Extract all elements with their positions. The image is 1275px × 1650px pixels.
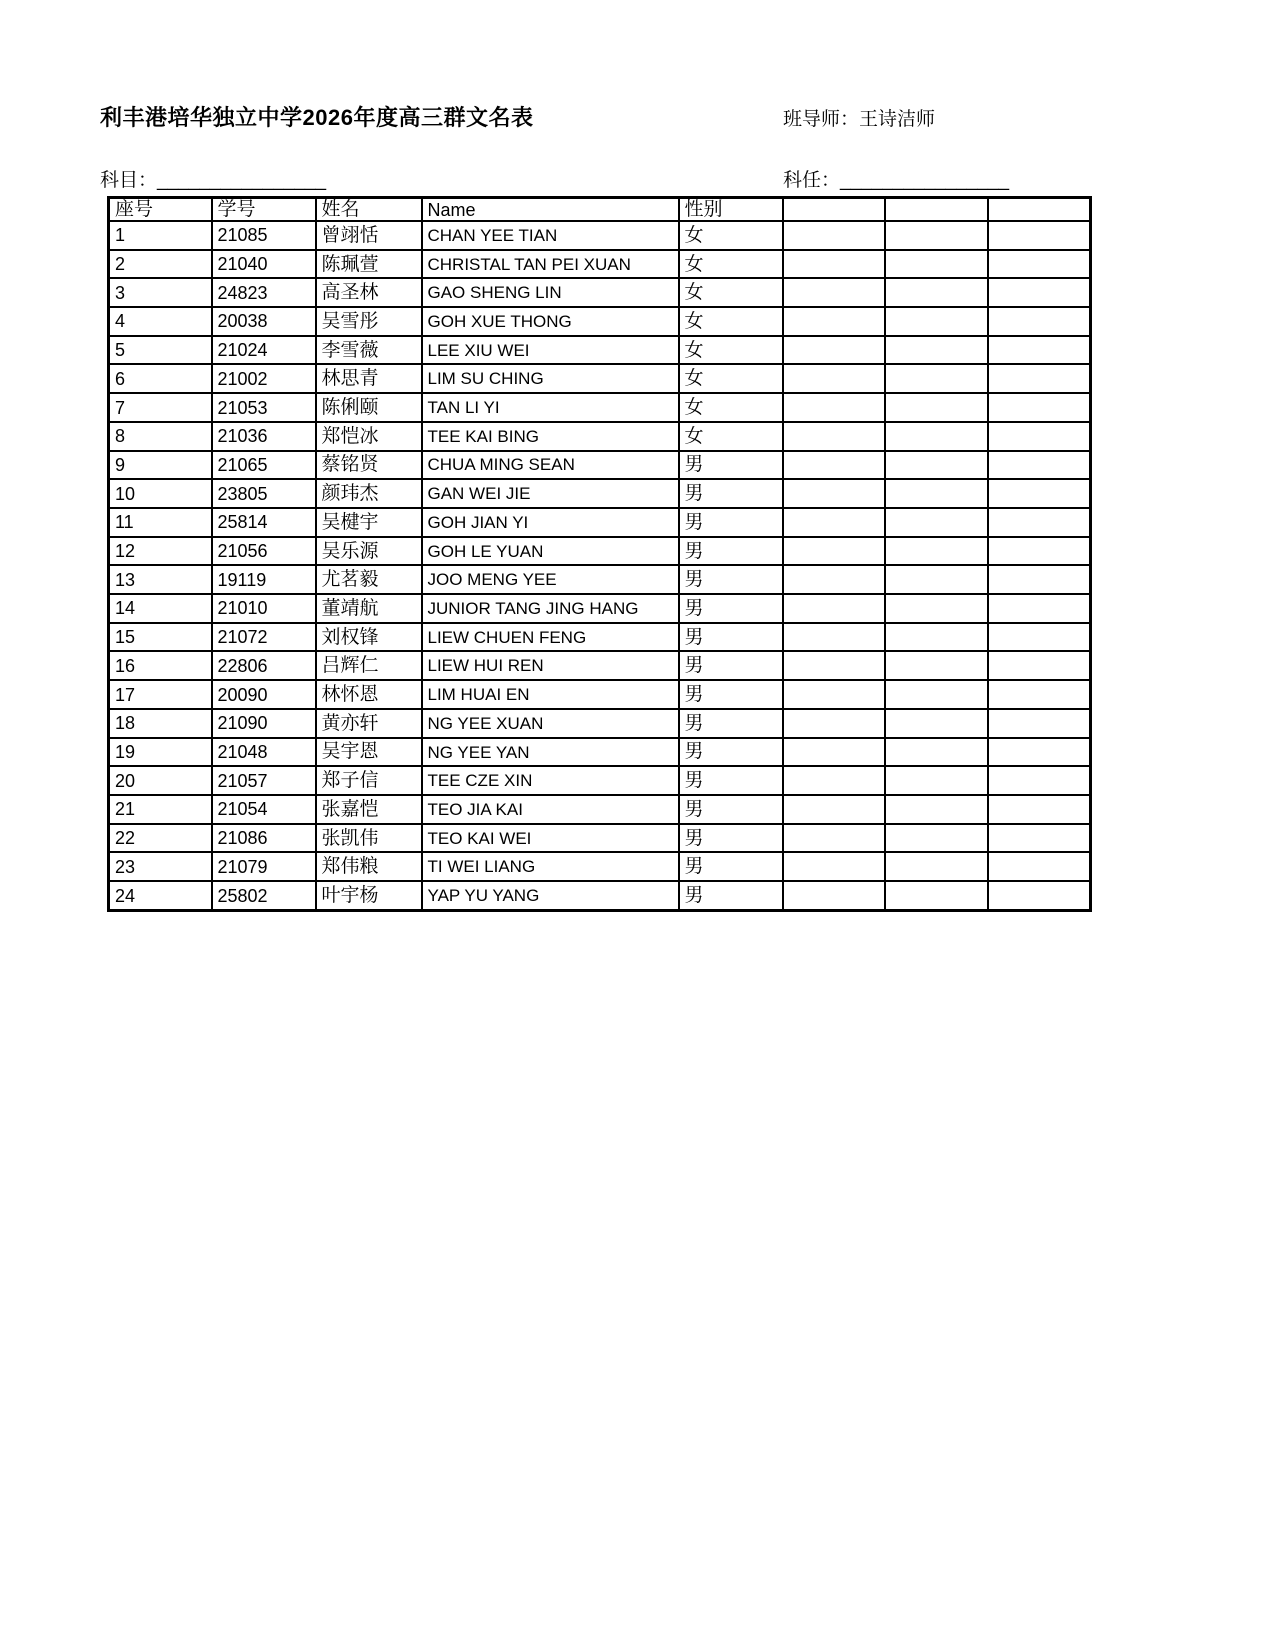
chinese-name-cell: 董靖航 <box>316 594 422 623</box>
blank-cell-1 <box>783 393 885 422</box>
seat-number-cell: 19 <box>109 738 212 767</box>
chinese-name-cell: 颜玮杰 <box>316 479 422 508</box>
student-id-cell: 22806 <box>212 651 316 680</box>
student-row <box>109 393 1091 422</box>
english-name-cell: TEO KAI WEI <box>422 824 679 853</box>
gender-cell: 男 <box>679 651 783 680</box>
blank-cell-2 <box>885 451 988 480</box>
student-id-cell: 21057 <box>212 766 316 795</box>
gender-cell: 男 <box>679 824 783 853</box>
student-id-cell: 21085 <box>212 221 316 250</box>
header-blank-column-2 <box>885 198 988 221</box>
english-name-cell: LIEW CHUEN FENG <box>422 623 679 652</box>
seat-number-cell: 21 <box>109 795 212 824</box>
english-name-cell: NG YEE XUAN <box>422 709 679 738</box>
student-row <box>109 709 1091 738</box>
student-id-cell: 20038 <box>212 307 316 336</box>
student-id-cell: 21048 <box>212 738 316 767</box>
student-id-cell: 21079 <box>212 852 316 881</box>
chinese-name-cell: 林怀恩 <box>316 680 422 709</box>
gender-cell: 男 <box>679 479 783 508</box>
student-row <box>109 766 1091 795</box>
chinese-name-cell: 李雪薇 <box>316 336 422 365</box>
student-row <box>109 594 1091 623</box>
seat-number-cell: 18 <box>109 709 212 738</box>
blank-cell-1 <box>783 680 885 709</box>
student-id-cell: 21065 <box>212 451 316 480</box>
blank-cell-2 <box>885 824 988 853</box>
blank-cell-3 <box>988 537 1091 566</box>
blank-cell-3 <box>988 680 1091 709</box>
student-table-body <box>109 221 1091 911</box>
seat-number-cell: 9 <box>109 451 212 480</box>
gender-cell: 女 <box>679 221 783 250</box>
blank-cell-2 <box>885 393 988 422</box>
gender-cell: 男 <box>679 881 783 910</box>
english-name-cell: CHAN YEE TIAN <box>422 221 679 250</box>
blank-cell-2 <box>885 738 988 767</box>
blank-cell-3 <box>988 709 1091 738</box>
blank-cell-3 <box>988 393 1091 422</box>
english-name-cell: LIM HUAI EN <box>422 680 679 709</box>
blank-cell-2 <box>885 651 988 680</box>
english-name-cell: TI WEI LIANG <box>422 852 679 881</box>
gender-cell: 女 <box>679 422 783 451</box>
chinese-name-cell: 张凯伟 <box>316 824 422 853</box>
header-blank-column-1 <box>783 198 885 221</box>
gender-cell: 女 <box>679 278 783 307</box>
gender-cell: 女 <box>679 307 783 336</box>
gender-cell: 男 <box>679 594 783 623</box>
english-name-cell: TEE CZE XIN <box>422 766 679 795</box>
blank-cell-3 <box>988 508 1091 537</box>
student-row <box>109 364 1091 393</box>
chinese-name-cell: 曾翊恬 <box>316 221 422 250</box>
english-name-cell: GOH LE YUAN <box>422 537 679 566</box>
student-row <box>109 537 1091 566</box>
header-seat-number: 座号 <box>109 198 212 221</box>
subject-label: 科目： <box>100 170 158 191</box>
student-roster-table <box>107 196 1092 912</box>
blank-cell-1 <box>783 422 885 451</box>
seat-number-cell: 8 <box>109 422 212 451</box>
header-chinese-name: 姓名 <box>316 198 422 221</box>
blank-cell-2 <box>885 709 988 738</box>
english-name-cell: GAN WEI JIE <box>422 479 679 508</box>
blank-cell-1 <box>783 824 885 853</box>
english-name-cell: TEE KAI BING <box>422 422 679 451</box>
seat-number-cell: 12 <box>109 537 212 566</box>
student-id-cell: 25814 <box>212 508 316 537</box>
student-id-cell: 21053 <box>212 393 316 422</box>
blank-cell-3 <box>988 451 1091 480</box>
blank-cell-2 <box>885 680 988 709</box>
student-id-cell: 21072 <box>212 623 316 652</box>
english-name-cell: LIEW HUI REN <box>422 651 679 680</box>
blank-cell-3 <box>988 336 1091 365</box>
chinese-name-cell: 黄亦轩 <box>316 709 422 738</box>
subject-blank-line: ________________ <box>157 170 327 191</box>
blank-cell-2 <box>885 479 988 508</box>
blank-cell-2 <box>885 881 988 910</box>
header-gender: 性别 <box>679 198 783 221</box>
english-name-cell: GAO SHENG LIN <box>422 278 679 307</box>
page-title: 利丰港培华独立中学2026年度高三群文名表 <box>100 105 534 130</box>
blank-cell-3 <box>988 278 1091 307</box>
blank-cell-3 <box>988 852 1091 881</box>
student-row <box>109 451 1091 480</box>
blank-cell-2 <box>885 852 988 881</box>
blank-cell-1 <box>783 364 885 393</box>
chinese-name-cell: 吴雪彤 <box>316 307 422 336</box>
seat-number-cell: 23 <box>109 852 212 881</box>
header-blank-column-3 <box>988 198 1091 221</box>
header-student-id: 学号 <box>212 198 316 221</box>
blank-cell-3 <box>988 824 1091 853</box>
blank-cell-1 <box>783 278 885 307</box>
student-id-cell: 21090 <box>212 709 316 738</box>
seat-number-cell: 7 <box>109 393 212 422</box>
student-row <box>109 221 1091 250</box>
seat-number-cell: 11 <box>109 508 212 537</box>
gender-cell: 男 <box>679 680 783 709</box>
student-id-cell: 20090 <box>212 680 316 709</box>
header-row <box>109 198 1091 221</box>
student-id-cell: 21086 <box>212 824 316 853</box>
seat-number-cell: 13 <box>109 565 212 594</box>
chinese-name-cell: 林思青 <box>316 364 422 393</box>
chinese-name-cell: 吴楗宇 <box>316 508 422 537</box>
student-id-cell: 25802 <box>212 881 316 910</box>
english-name-cell: GOH XUE THONG <box>422 307 679 336</box>
gender-cell: 女 <box>679 250 783 279</box>
subject-teacher-blank-line: ________________ <box>840 170 1010 191</box>
subject-teacher-label: 科任： <box>783 170 841 191</box>
chinese-name-cell: 陈珮萱 <box>316 250 422 279</box>
blank-cell-3 <box>988 565 1091 594</box>
blank-cell-1 <box>783 766 885 795</box>
english-name-cell: CHUA MING SEAN <box>422 451 679 480</box>
student-id-cell: 21036 <box>212 422 316 451</box>
homeroom-teacher-label: 班导师：王诗洁师 <box>783 109 936 130</box>
english-name-cell: YAP YU YANG <box>422 881 679 910</box>
student-row <box>109 508 1091 537</box>
student-id-cell: 21010 <box>212 594 316 623</box>
blank-cell-1 <box>783 479 885 508</box>
english-name-cell: LEE XIU WEI <box>422 336 679 365</box>
gender-cell: 男 <box>679 537 783 566</box>
student-row <box>109 250 1091 279</box>
blank-cell-1 <box>783 307 885 336</box>
gender-cell: 男 <box>679 709 783 738</box>
blank-cell-3 <box>988 422 1091 451</box>
blank-cell-2 <box>885 795 988 824</box>
blank-cell-2 <box>885 221 988 250</box>
blank-cell-1 <box>783 565 885 594</box>
seat-number-cell: 6 <box>109 364 212 393</box>
blank-cell-3 <box>988 881 1091 910</box>
blank-cell-1 <box>783 623 885 652</box>
seat-number-cell: 4 <box>109 307 212 336</box>
blank-cell-2 <box>885 422 988 451</box>
blank-cell-3 <box>988 766 1091 795</box>
blank-cell-3 <box>988 795 1091 824</box>
student-row <box>109 565 1091 594</box>
blank-cell-3 <box>988 594 1091 623</box>
chinese-name-cell: 郑伟粮 <box>316 852 422 881</box>
english-name-cell: JUNIOR TANG JING HANG <box>422 594 679 623</box>
gender-cell: 女 <box>679 336 783 365</box>
blank-cell-3 <box>988 221 1091 250</box>
seat-number-cell: 2 <box>109 250 212 279</box>
student-row <box>109 479 1091 508</box>
chinese-name-cell: 郑恺冰 <box>316 422 422 451</box>
chinese-name-cell: 高圣林 <box>316 278 422 307</box>
blank-cell-2 <box>885 278 988 307</box>
gender-cell: 男 <box>679 508 783 537</box>
gender-cell: 男 <box>679 766 783 795</box>
english-name-cell: NG YEE YAN <box>422 738 679 767</box>
blank-cell-3 <box>988 364 1091 393</box>
blank-cell-2 <box>885 508 988 537</box>
blank-cell-3 <box>988 250 1091 279</box>
student-row <box>109 795 1091 824</box>
blank-cell-1 <box>783 221 885 250</box>
chinese-name-cell: 陈俐颐 <box>316 393 422 422</box>
chinese-name-cell: 尤茗毅 <box>316 565 422 594</box>
seat-number-cell: 14 <box>109 594 212 623</box>
student-row <box>109 336 1091 365</box>
blank-cell-2 <box>885 537 988 566</box>
seat-number-cell: 15 <box>109 623 212 652</box>
english-name-cell: CHRISTAL TAN PEI XUAN <box>422 250 679 279</box>
blank-cell-1 <box>783 537 885 566</box>
subject-teacher-line <box>783 165 1009 192</box>
seat-number-cell: 10 <box>109 479 212 508</box>
student-id-cell: 21054 <box>212 795 316 824</box>
blank-cell-3 <box>988 738 1091 767</box>
blank-cell-2 <box>885 250 988 279</box>
student-row <box>109 307 1091 336</box>
gender-cell: 男 <box>679 795 783 824</box>
blank-cell-1 <box>783 881 885 910</box>
seat-number-cell: 20 <box>109 766 212 795</box>
student-id-cell: 21024 <box>212 336 316 365</box>
student-row <box>109 623 1091 652</box>
chinese-name-cell: 叶宇杨 <box>316 881 422 910</box>
blank-cell-2 <box>885 623 988 652</box>
gender-cell: 男 <box>679 738 783 767</box>
blank-cell-1 <box>783 709 885 738</box>
seat-number-cell: 24 <box>109 881 212 910</box>
chinese-name-cell: 吴乐源 <box>316 537 422 566</box>
gender-cell: 女 <box>679 393 783 422</box>
english-name-cell: GOH JIAN YI <box>422 508 679 537</box>
blank-cell-3 <box>988 307 1091 336</box>
blank-cell-3 <box>988 479 1091 508</box>
blank-cell-1 <box>783 594 885 623</box>
chinese-name-cell: 郑子信 <box>316 766 422 795</box>
english-name-cell: TEO JIA KAI <box>422 795 679 824</box>
blank-cell-2 <box>885 364 988 393</box>
student-row <box>109 852 1091 881</box>
blank-cell-1 <box>783 336 885 365</box>
seat-number-cell: 5 <box>109 336 212 365</box>
gender-cell: 女 <box>679 364 783 393</box>
blank-cell-2 <box>885 336 988 365</box>
chinese-name-cell: 吕辉仁 <box>316 651 422 680</box>
english-name-cell: LIM SU CHING <box>422 364 679 393</box>
seat-number-cell: 1 <box>109 221 212 250</box>
blank-cell-1 <box>783 250 885 279</box>
student-row <box>109 422 1091 451</box>
student-id-cell: 21040 <box>212 250 316 279</box>
gender-cell: 男 <box>679 623 783 652</box>
seat-number-cell: 16 <box>109 651 212 680</box>
blank-cell-2 <box>885 307 988 336</box>
student-row <box>109 278 1091 307</box>
seat-number-cell: 3 <box>109 278 212 307</box>
gender-cell: 男 <box>679 451 783 480</box>
blank-cell-2 <box>885 766 988 795</box>
student-id-cell: 24823 <box>212 278 316 307</box>
student-row <box>109 738 1091 767</box>
blank-cell-1 <box>783 651 885 680</box>
blank-cell-1 <box>783 852 885 881</box>
student-row <box>109 651 1091 680</box>
chinese-name-cell: 蔡铭贤 <box>316 451 422 480</box>
student-row <box>109 881 1091 910</box>
gender-cell: 男 <box>679 852 783 881</box>
student-id-cell: 21056 <box>212 537 316 566</box>
blank-cell-2 <box>885 565 988 594</box>
student-row <box>109 824 1091 853</box>
header-english-name: Name <box>422 198 679 221</box>
blank-cell-1 <box>783 738 885 767</box>
blank-cell-1 <box>783 451 885 480</box>
subject-line <box>100 165 326 192</box>
gender-cell: 男 <box>679 565 783 594</box>
english-name-cell: JOO MENG YEE <box>422 565 679 594</box>
blank-cell-3 <box>988 651 1091 680</box>
blank-cell-3 <box>988 623 1091 652</box>
student-id-cell: 19119 <box>212 565 316 594</box>
blank-cell-1 <box>783 795 885 824</box>
seat-number-cell: 22 <box>109 824 212 853</box>
chinese-name-cell: 吴宇恩 <box>316 738 422 767</box>
english-name-cell: TAN LI YI <box>422 393 679 422</box>
blank-cell-2 <box>885 594 988 623</box>
student-id-cell: 21002 <box>212 364 316 393</box>
chinese-name-cell: 刘权锋 <box>316 623 422 652</box>
blank-cell-1 <box>783 508 885 537</box>
chinese-name-cell: 张嘉恺 <box>316 795 422 824</box>
seat-number-cell: 17 <box>109 680 212 709</box>
student-row <box>109 680 1091 709</box>
student-id-cell: 23805 <box>212 479 316 508</box>
